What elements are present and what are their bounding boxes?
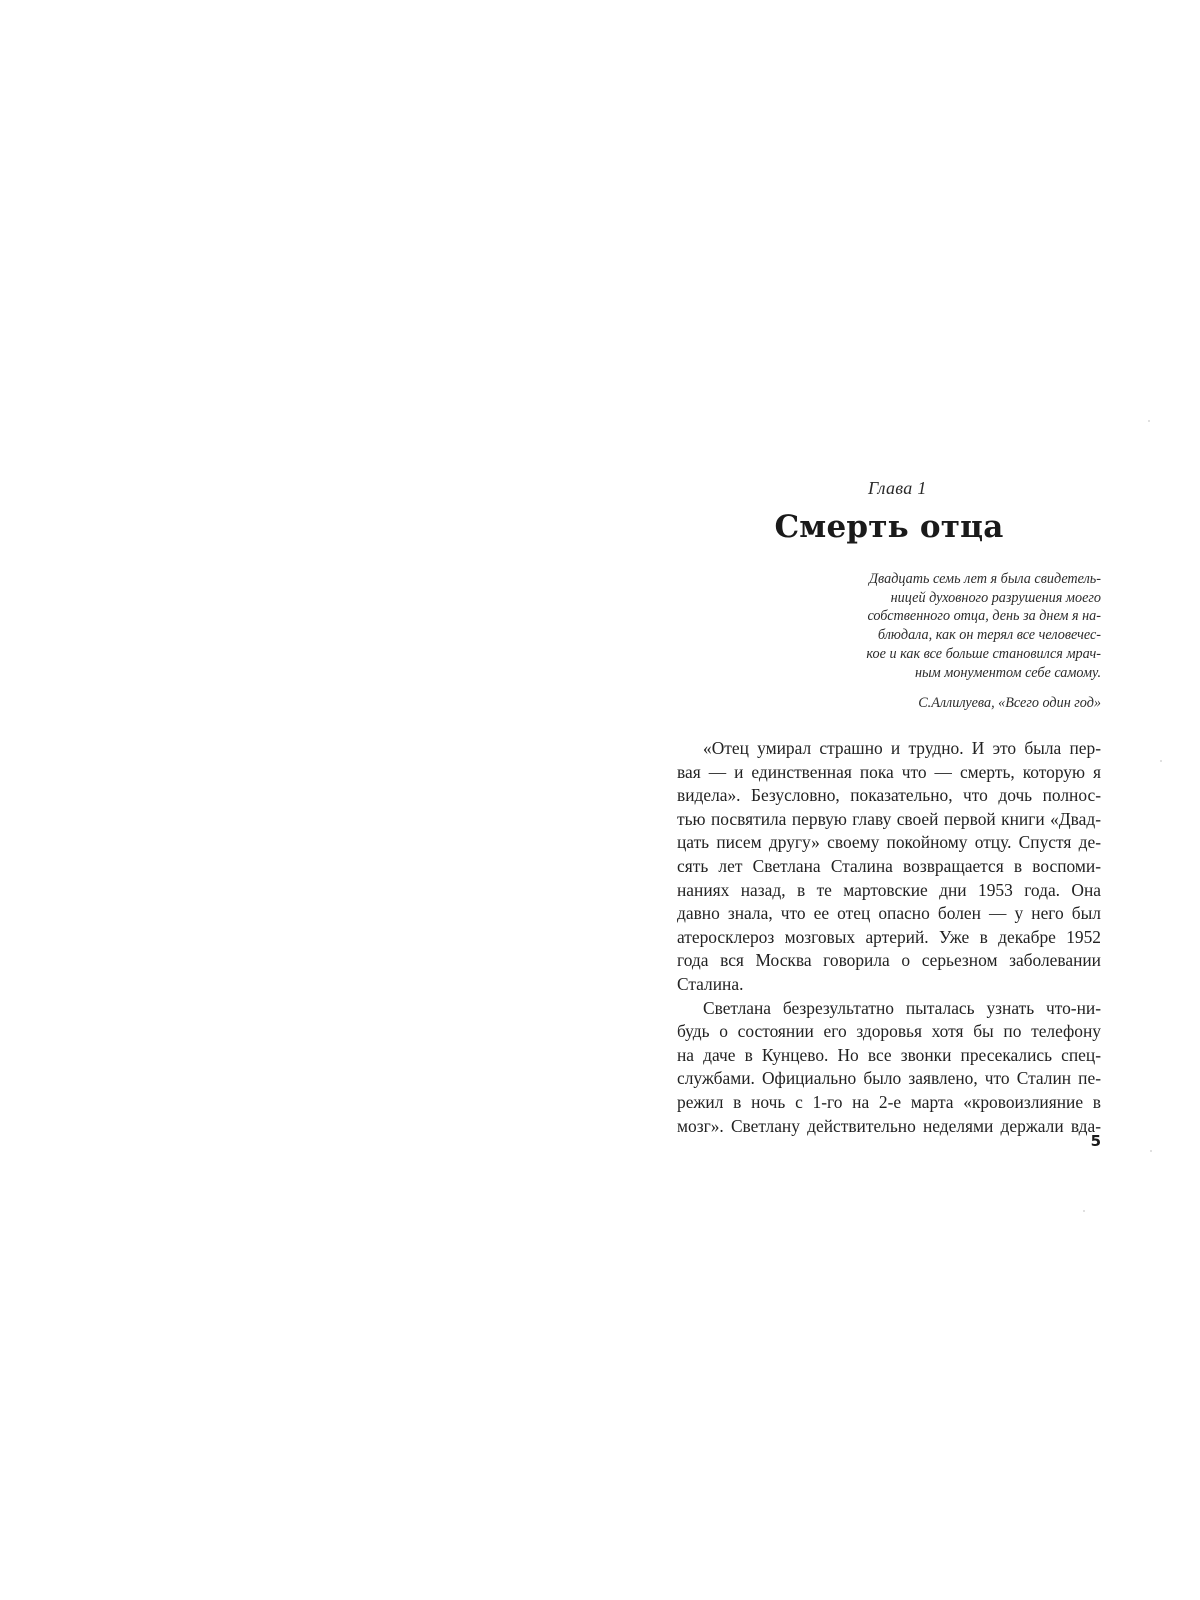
epigraph-source: С.Аллилуева, «Всего один год» [918, 695, 1101, 711]
epigraph-line: кое и как все больше становился мрач- [866, 645, 1101, 662]
paragraph [677, 997, 1101, 1139]
epigraph [820, 570, 1101, 682]
epigraph-line: блюдала, как он терял все человечес- [877, 627, 1101, 644]
scan-speck [1148, 420, 1150, 422]
chapter-title: Смерть отца [774, 509, 1004, 545]
text-line: вая — и единственная пока что — смерть, которую я [677, 761, 1101, 782]
text-line: атеросклероз мозговых артерий. Уже в декабре 1952 [677, 926, 1101, 947]
text-line: тью посвятила первую главу своей первой книги «Двад- [677, 808, 1101, 829]
scan-speck [1150, 1150, 1152, 1152]
text-line: «Отец умирал страшно и трудно. И это была пер- [703, 738, 1101, 758]
text-line: давно знала, что ее отец опасно болен — у него был [677, 903, 1101, 924]
epigraph-line: Двадцать семь лет я была свидетель- [869, 571, 1101, 587]
text-line: Сталина. [677, 973, 744, 994]
epigraph-line: собственного отца, день за днем я на- [867, 608, 1101, 625]
text-line: службами. Официально было заявлено, что Сталин пе- [677, 1068, 1101, 1089]
epigraph-line: ным монументом себе самому. [914, 664, 1101, 681]
chapter-label: Глава 1 [868, 478, 927, 498]
text-line: будь о состоянии его здоровья хотя бы по телефону [677, 1021, 1101, 1042]
text-line: режил в ночь с 1-го на 2-е марта «кровоизлияние в [677, 1091, 1101, 1112]
text-line: сять лет Светлана Сталина возвращается в воспоми- [677, 855, 1101, 876]
scan-speck [1083, 1210, 1085, 1212]
paragraph [677, 737, 1101, 997]
page-number: 5 [1090, 1132, 1101, 1150]
text-line: цать писем другу» своему покойному отцу. Спустя де- [677, 832, 1101, 853]
text-line: Светлана безрезультатно пыталась узнать что-ни- [703, 997, 1101, 1018]
text-line: наниях назад, в те мартовские дни 1953 года. Она [677, 879, 1101, 900]
epigraph-line: ницей духовного разрушения моего [890, 589, 1101, 606]
scan-speck [1160, 760, 1162, 762]
body-text [677, 737, 1101, 1138]
text-line: на даче в Кунцево. Но все звонки пресекались спец- [677, 1044, 1101, 1065]
text-line: видела». Безусловно, показательно, что дочь полнос- [677, 785, 1101, 806]
text-line: года вся Москва говорила о серьезном заболевании [677, 950, 1101, 971]
text-line: мозг». Светлану действительно неделями держали вда- [677, 1115, 1101, 1136]
